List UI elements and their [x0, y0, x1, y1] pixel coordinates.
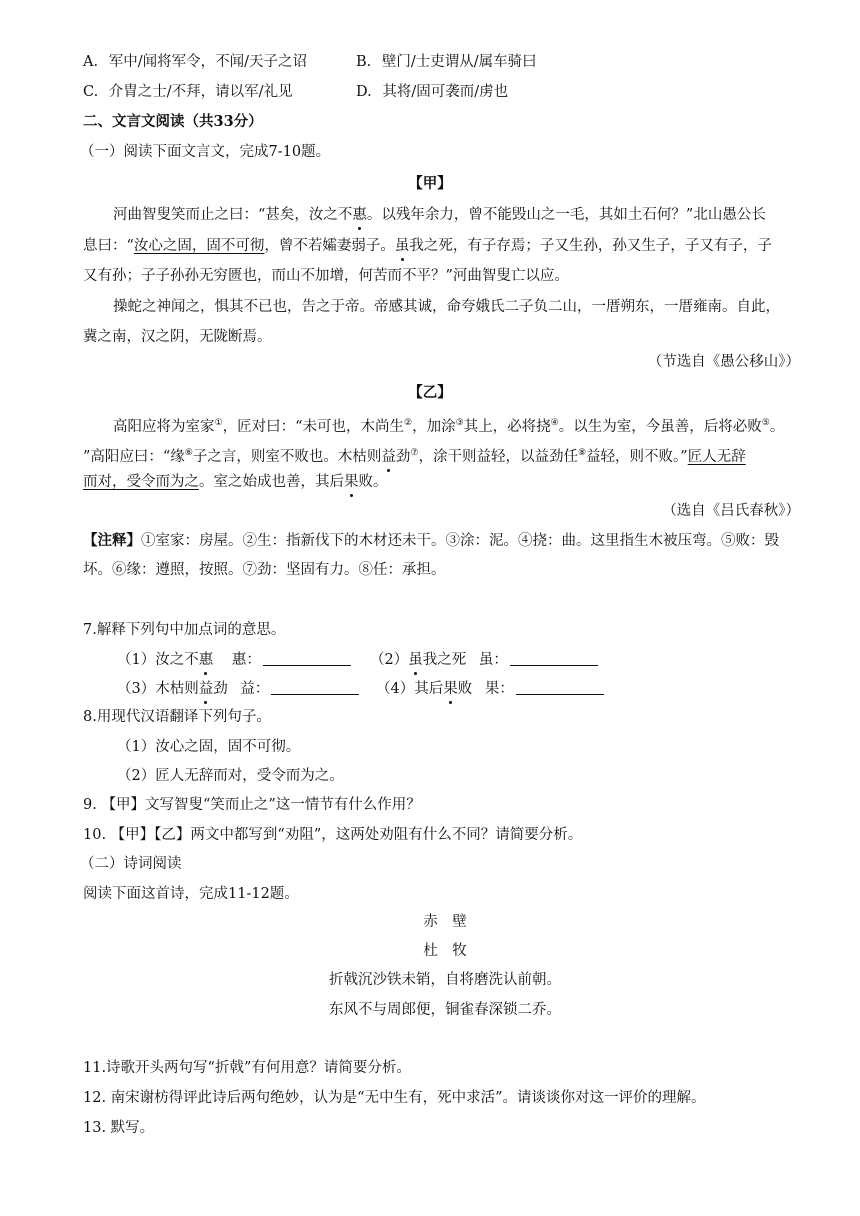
option-b-label: B.: [356, 54, 372, 70]
option-c-text: 介胄之士/不拜，请以军/礼见: [108, 84, 293, 100]
footnote-marker: ⑦: [410, 448, 419, 458]
dotted-word: 果: [344, 474, 359, 490]
passage-jia-source: （节选自《愚公移山》）: [647, 354, 800, 370]
answer-blank[interactable]: [510, 651, 598, 666]
passage-yi-label: 【乙】: [408, 384, 452, 401]
question-7-item-2: [370, 650, 598, 670]
option-c: [83, 82, 293, 102]
question-11: 11.诗歌开头两句写“折戟”有何用意？请简要分析。: [83, 1060, 411, 1076]
text-segment: 。: [769, 419, 785, 435]
answer-label: 虽：: [478, 652, 508, 668]
footnote-marker: ⑥: [184, 448, 193, 458]
footnote-marker: ③: [455, 418, 464, 428]
text-segment: 。以残年余力，曾不能毁山之一毛，其如土石何？”北山愚公长: [366, 207, 766, 223]
answer-label: 益：: [240, 681, 270, 697]
text-segment: 劲: [395, 449, 411, 465]
text-segment: 我之死: [422, 652, 467, 668]
passage-jia-line: [83, 236, 772, 256]
notes-line: 坏。⑥缘：遵照，按照。⑦劲：坚固有力。⑧任：承担。: [83, 562, 446, 578]
answer-blank[interactable]: [263, 651, 351, 666]
footnote-marker: ②: [404, 418, 413, 428]
passage-jia-label: 【甲】: [408, 175, 452, 192]
question-10: 10. 【甲】【乙】两文中都写到“劝阻”，这两处劝阻有什么不同？请简要分析。: [83, 827, 583, 843]
question-7-item-3: [117, 679, 359, 699]
poem-line: 折戟沉沙铁未销，自将磨洗认前朝。: [329, 972, 561, 988]
question-7-item-1: [117, 650, 351, 670]
text-segment: （4）其后: [376, 681, 444, 697]
question-9: 9. 【甲】文写智叟“笑而止之”这一情节有什么作用？: [83, 797, 421, 813]
option-d: [356, 82, 508, 102]
text-segment: （3）木枯则: [117, 681, 199, 697]
text-segment: 败。: [358, 474, 388, 490]
passage-yi-line: [83, 443, 746, 467]
text-segment: ，曾不若孀妻弱子。: [264, 238, 395, 254]
answer-blank[interactable]: [271, 680, 359, 695]
underlined-sentence: 汝心之固，固不可彻: [133, 238, 265, 254]
poem-author: 杜 牧: [423, 943, 467, 959]
underlined-sentence: 而对，受令而为之: [83, 474, 199, 490]
text-segment: ，涂干则益轻，以益劲任: [418, 449, 578, 465]
text-segment: 。室之始成也善，其后: [199, 474, 344, 490]
question-8-item-2: （2）匠人无辞而对，受令而为之。: [117, 768, 344, 784]
text-segment: ，加涂: [412, 419, 456, 435]
question-13: 13. 默写。: [83, 1120, 155, 1136]
option-b: [356, 52, 537, 72]
passage-jia-line: 又有孙；子子孙孙无穷匮也，而山不加增，何苦而不平？”河曲智叟亡以应。: [83, 268, 569, 284]
option-d-label: D.: [356, 84, 372, 100]
notes-text: ①室家：房屋。②生：指新伐下的木材还未干。③涂：泥。④挠：曲。这里指生木被压弯。⑤败：毁: [141, 533, 779, 549]
question-8-item-1: （1）汝心之固，固不可彻。: [117, 739, 301, 755]
option-b-text: 壁门/士吏谓从/属车骑曰: [381, 54, 537, 70]
question-7-item-4: [376, 679, 604, 699]
footnote-marker: ①: [214, 418, 223, 428]
text-segment: 我之死，有子存焉；子又生孙，孙又生子，子又有子，子: [409, 238, 772, 254]
notes-label: 【注释】: [83, 532, 141, 549]
footnote-marker: ④: [550, 418, 559, 428]
text-segment: 息曰：“: [83, 238, 134, 254]
dotted-word: 惠: [198, 652, 214, 668]
underlined-sentence: 匠人无辞: [687, 449, 746, 465]
question-12: 12. 南宋谢枋得评此诗后两句绝妙，认为是“无中生有，死中求活”。请谈谈你对这一评价的理解。: [83, 1090, 706, 1106]
question-8-title: 8.用现代汉语翻译下列句子。: [83, 709, 271, 725]
dotted-word: 虽: [394, 238, 410, 254]
answer-label: 惠：: [231, 652, 261, 668]
notes-line: [83, 531, 779, 551]
poem-line: 东风不与周郎便，铜雀春深锁二乔。: [329, 1002, 561, 1018]
option-a-label: A.: [83, 54, 99, 70]
dotted-word: 益: [381, 449, 396, 465]
answer-label: 果：: [484, 681, 514, 697]
answer-blank[interactable]: [516, 680, 604, 695]
text-segment: 其上，必将挠: [463, 419, 551, 435]
sub-section-title: （二）诗词阅读: [80, 856, 182, 872]
passage-jia-line: 冀之南，汉之阴，无陇断焉。: [83, 329, 272, 345]
footnote-marker: ⑤: [761, 418, 770, 428]
question-7-title: 7.解释下列句中加点词的意思。: [83, 622, 286, 638]
passage-yi-source: （选自《吕氏春秋》）: [662, 503, 800, 519]
text-segment: 败: [457, 681, 473, 697]
text-segment: （1）汝之不: [117, 652, 199, 668]
option-d-text: 其将/固可袭而/虏也: [382, 84, 509, 100]
passage-yi-line: [113, 413, 784, 437]
passage-jia-line: 操蛇之神闻之，惧其不已也，告之于帝。帝感其诚，命夸娥氏二子负二山，一厝朔东，一厝雍南。自此，: [113, 299, 780, 315]
poem-title: 赤 壁: [423, 914, 467, 930]
option-a-text: 军中/闻将军令，不闻/天子之诏: [108, 54, 307, 70]
footnote-marker: ⑧: [577, 448, 587, 458]
text-segment: ，匠对曰：“未可也，木尚生: [222, 419, 404, 435]
section-title: 二、文言文阅读（共33分）: [83, 113, 263, 130]
sub-instruction: 阅读下面这首诗，完成11-12题。: [83, 886, 299, 902]
text-segment: 。以生为室，今虽善，后将必败: [558, 419, 762, 435]
text-segment: 益轻，则不败。”: [586, 449, 688, 465]
passage-jia-line: [113, 205, 766, 225]
text-segment: 河曲智叟笑而止之曰：“甚矣，汝之不: [113, 207, 353, 223]
dotted-word: 虽: [408, 652, 423, 668]
text-segment: ”高阳应曰：“缘: [83, 449, 185, 465]
passage-yi-line: [83, 472, 388, 492]
dotted-word: 惠: [352, 207, 367, 223]
text-segment: 高阳应将为室家: [113, 419, 215, 435]
text-segment: 劲: [213, 681, 228, 697]
text-segment: 子之言，则室不败也。木枯则: [192, 449, 382, 465]
dotted-word: 果: [443, 681, 458, 697]
text-segment: （2）: [370, 652, 409, 668]
option-a: [83, 52, 307, 72]
dotted-word: 益: [198, 681, 214, 697]
option-c-label: C.: [83, 84, 99, 100]
sub-instruction: （一）阅读下面文言文，完成7-10题。: [80, 144, 331, 160]
